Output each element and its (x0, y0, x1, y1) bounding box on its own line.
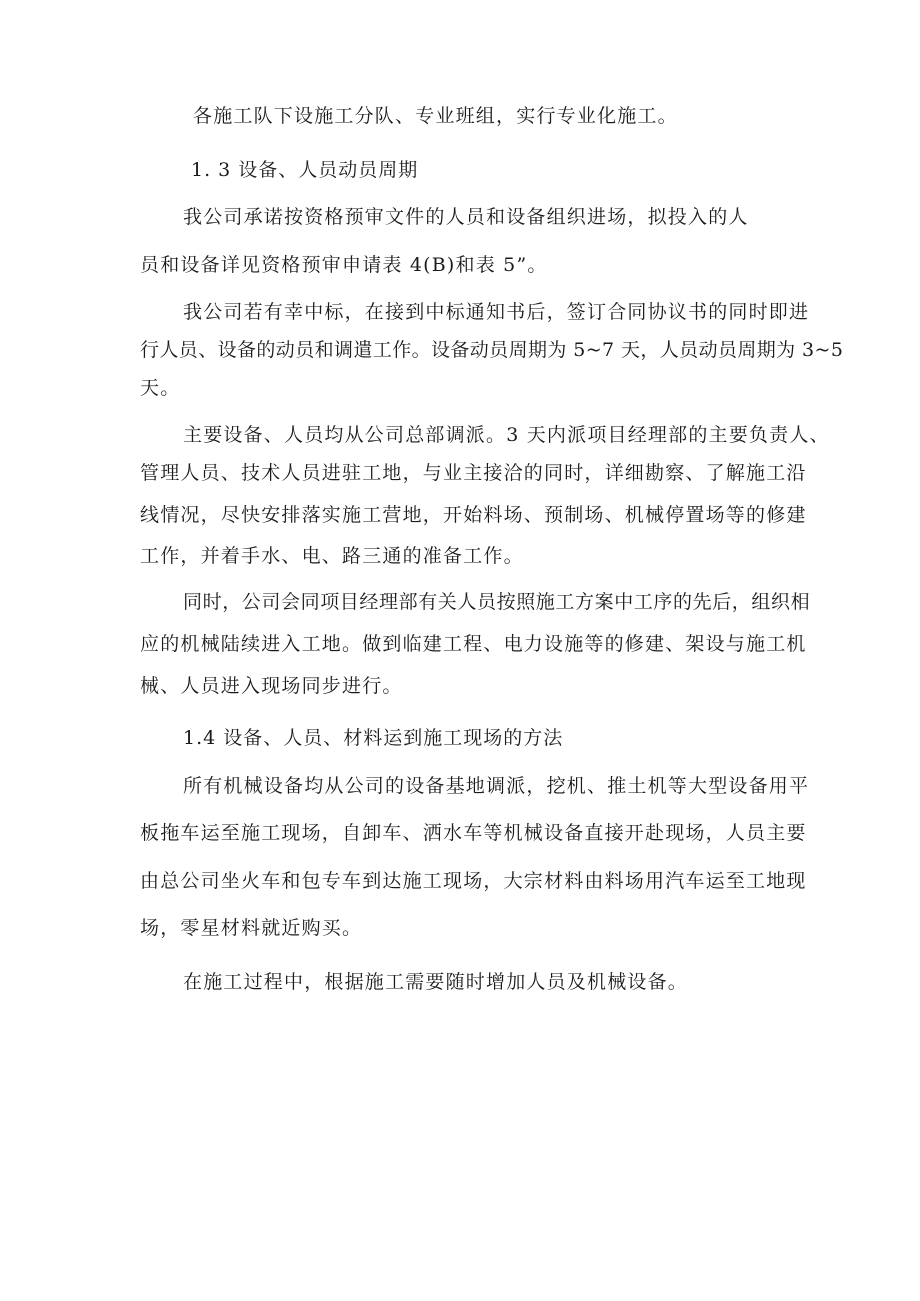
section-1-4-para1-line2: 板拖车运至施工现场，自卸车、洒水车等机械设备直接开赴现场，人员主要 (140, 822, 807, 844)
section-1-4-para1-line1: 所有机械设备均从公司的设备基地调派，挖机、推土机等大型设备用平 (183, 775, 810, 797)
section-1-3-para4-line3: 械、人员进入现场同步进行。 (140, 675, 403, 697)
section-1-3-para3-line1: 主要设备、人员均从公司总部调派。3 天内派项目经理部的主要负责人、 (183, 424, 830, 446)
section-1-3-para3-line2: 管理人员、技术人员进驻工地，与业主接洽的同时，详细勘察、了解施工沿 (140, 462, 807, 484)
section-1-3-para4-line1: 同时，公司会同项目经理部有关人员按照施工方案中工序的先后，组织相 (183, 591, 811, 613)
section-1-3-para3-line4: 工作，并着手水、电、路三通的准备工作。 (140, 545, 524, 567)
section-1-3-para2-line2: 行人员、设备的动员和调遣工作。设备动员周期为 5~7 天，人员动员周期为 3~5 (140, 339, 844, 361)
section-1-3-para4-line2: 应的机械陆续进入工地。做到临建工程、电力设施等的修建、架设与施工机 (140, 633, 807, 655)
section-heading-1-3: 1. 3 设备、人员动员周期 (191, 159, 419, 181)
section-1-4-para2-line1: 在施工过程中，根据施工需要随时增加人员及机械设备。 (183, 971, 689, 993)
section-heading-1-4: 1.4 设备、人员、材料运到施工现场的方法 (183, 727, 564, 749)
section-1-3-para3-line3: 线情况，尽快安排落实施工营地，开始料场、预制场、机械停置场等的修建 (140, 504, 807, 526)
section-1-4-para1-line4: 场，零星材料就近购买。 (140, 917, 363, 939)
section-1-3-para2-line3: 天。 (140, 377, 181, 399)
section-1-3-para1-line2: 员和设备详见资格预审申请表 4(B)和表 5”。 (140, 254, 548, 276)
section-1-3-para1-line1: 我公司承诺按资格预审文件的人员和设备组织进场，拟投入的人 (183, 206, 749, 228)
section-1-4-para1-line3: 由总公司坐火车和包专车到达施工现场，大宗材料由料场用汽车运至工地现 (140, 870, 807, 892)
section-1-3-para2-line1: 我公司若有幸中标，在接到中标通知书后，签订合同协议书的同时即进 (183, 301, 810, 323)
intro-line: 各施工队下设施工分队、专业班组，实行专业化施工。 (193, 105, 678, 127)
